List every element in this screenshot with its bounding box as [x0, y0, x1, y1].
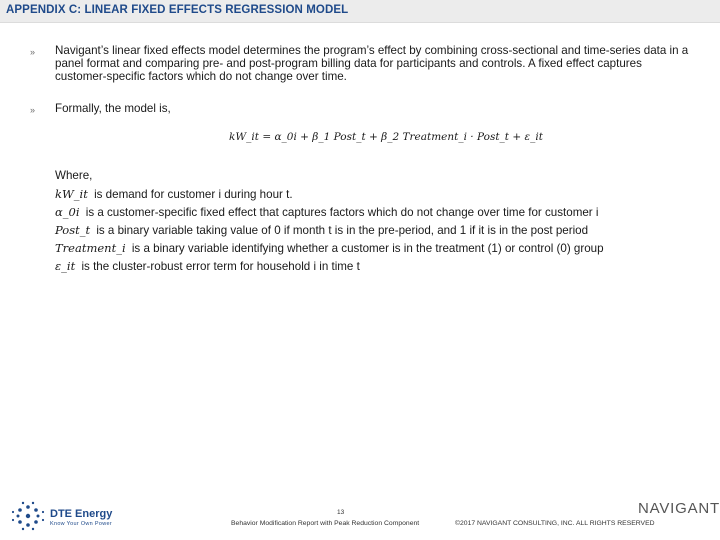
- bullet-marker: »: [30, 47, 36, 57]
- slide-title: APPENDIX C: LINEAR FIXED EFFECTS REGRESSION MODEL: [6, 4, 349, 16]
- definition-symbol: ε_it: [55, 259, 76, 273]
- definition-text: is a binary variable taking value of 0 if month t is in the pre-period, and 1 if it is in the post period: [96, 224, 589, 237]
- regression-equation: kW_it = α_0i + β_1 Post_t + β_2 Treatment_i · Post_t + ε_it: [229, 131, 543, 143]
- definitions-block: [55, 167, 695, 275]
- definition-text: is the cluster-robust error term for household i in time t: [81, 260, 360, 273]
- definition-row: [55, 257, 695, 275]
- slide-header: [0, 0, 720, 23]
- definition-row: [55, 185, 695, 203]
- definition-row: [55, 221, 695, 239]
- bullet-marker: »: [30, 105, 36, 115]
- dte-brand-name: DTE Energy: [50, 508, 113, 520]
- definition-symbol: Post_t: [55, 223, 91, 237]
- definition-row: [55, 203, 695, 221]
- definition-text: is a customer-specific fixed effect that captures factors which do not change over time for customer i: [85, 206, 599, 219]
- definition-row: [55, 239, 695, 257]
- definition-text: is a binary variable identifying whether a customer is in the treatment (1) or control (0) group: [131, 242, 604, 255]
- bullet-paragraph-model: Navigant’s linear fixed effects model determines the program’s effect by combining cross-sectional and time-series data in a panel format and comparing pre- and post-program billing data for participants and controls. A fixed effect captures customer-specific factors which do not change over time.: [55, 44, 689, 83]
- report-title: Behavior Modification Report with Peak Reduction Component: [231, 520, 420, 527]
- definition-symbol: Treatment_i: [55, 241, 126, 255]
- definitions-intro: Where,: [55, 169, 93, 182]
- navigant-logo: NAVIGANT: [638, 500, 720, 517]
- definition-symbol: kW_it: [55, 187, 88, 201]
- bullet-paragraph-formally: Formally, the model is,: [55, 102, 171, 115]
- dte-tagline: Know Your Own Power: [50, 521, 112, 527]
- definition-text: is demand for customer i during hour t.: [94, 188, 293, 201]
- page-number: 13: [337, 509, 345, 516]
- definition-symbol: α_0i: [55, 205, 80, 219]
- copyright-notice: ©2017 NAVIGANT CONSULTING, INC. ALL RIGHTS RESERVED: [455, 520, 655, 527]
